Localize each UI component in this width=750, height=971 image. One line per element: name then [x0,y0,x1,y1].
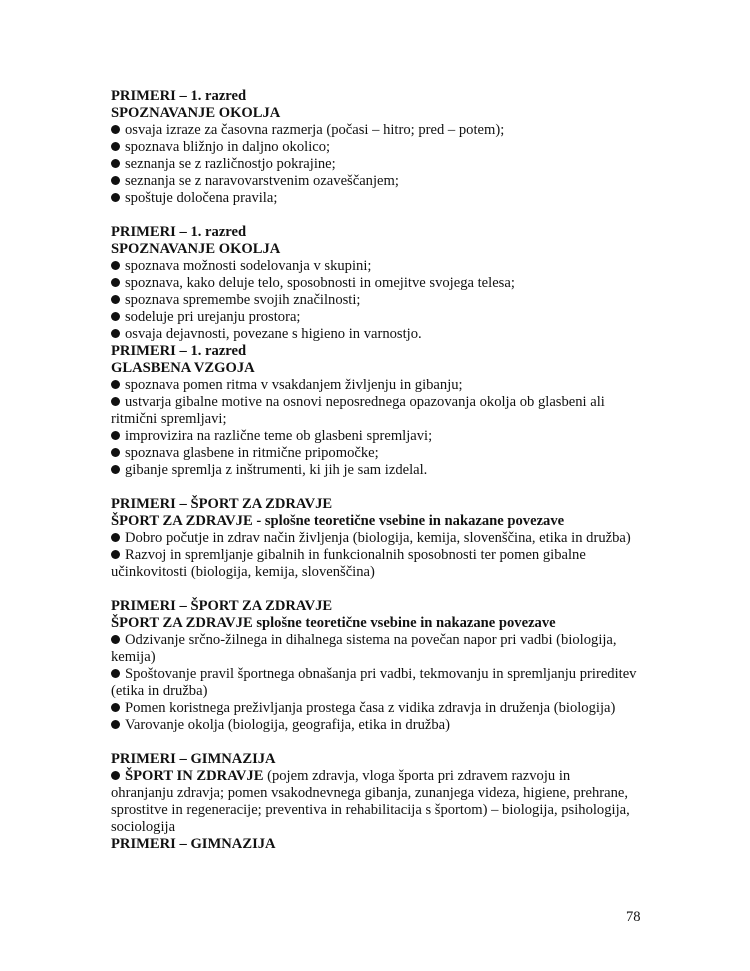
section-subheading: SPOZNAVANJE OKOLJA [111,105,281,121]
list-item: Razvoj in spremljanje gibalnih in funkcionalnih sposobnosti ter pomen gibalne [111,547,636,564]
list-item: seznanja se z različnostjo pokrajine; [111,156,636,173]
bullet-icon [111,380,120,389]
list-item: improvizira na različne teme ob glasbeni spremljavi; [111,428,636,445]
bullet-icon [111,193,120,202]
bullet-icon [111,703,120,712]
list-item-continuation: (etika in družba) [111,683,208,699]
section-heading: PRIMERI – 1. razred [111,88,247,104]
bullet-icon [111,550,120,559]
bullet-icon [111,176,120,185]
list-item: Dobro počutje in zdrav način življenja (biologija, kemija, slovenščina, etika in družba) [111,530,636,547]
document-body [111,88,636,853]
bullet-icon [111,533,120,542]
list-item: spoštuje določena pravila; [111,190,636,207]
list-item-continuation: sprostitve in regeneracije; preventiva in rehabilitacija s športom) – biologija, psihologija, [111,802,630,818]
bullet-icon [111,159,120,168]
bullet-icon [111,720,120,729]
section-heading: PRIMERI – ŠPORT ZA ZDRAVJE [111,598,333,614]
section-heading: PRIMERI – GIMNAZIJA [111,751,276,767]
bullet-icon [111,669,120,678]
list-item: spoznava, kako deluje telo, sposobnosti in omejitve svojega telesa; [111,275,636,292]
section-heading: PRIMERI – 1. razred [111,343,247,359]
list-item: spoznava bližnjo in daljno okolico; [111,139,636,156]
bullet-icon [111,261,120,270]
list-item: sodeluje pri urejanju prostora; [111,309,636,326]
list-item: osvaja dejavnosti, povezane s higieno in varnostjo. [111,326,636,343]
list-item: spoznava možnosti sodelovanja v skupini; [111,258,636,275]
list-item-continuation: ohranjanju zdravja; pomen vsakodnevnega gibanja, zunanjega videza, higiene, prehrane, [111,785,629,801]
bullet-icon [111,329,120,338]
bullet-icon [111,635,120,644]
list-item: spoznava pomen ritma v vsakdanjem življenju in gibanju; [111,377,636,394]
bullet-icon [111,397,120,406]
list-item-continuation: ritmični spremljavi; [111,411,227,427]
section-subheading: ŠPORT ZA ZDRAVJE splošne teoretične vsebine in nakazane povezave [111,615,556,631]
list-item-continuation: sociologija [111,819,176,835]
list-item: ŠPORT IN ZDRAVJE (pojem zdravja, vloga športa pri zdravem razvoju in [111,768,636,785]
list-item: seznanja se z naravovarstvenim ozaveščanjem; [111,173,636,190]
section-subheading: GLASBENA VZGOJA [111,360,255,376]
section-heading: PRIMERI – 1. razred [111,224,247,240]
list-item: spoznava spremembe svojih značilnosti; [111,292,636,309]
bullet-icon [111,125,120,134]
section-subheading: SPOZNAVANJE OKOLJA [111,241,281,257]
list-item: osvaja izraze za časovna razmerja (počasi – hitro; pred – potem); [111,122,636,139]
section-heading: PRIMERI – GIMNAZIJA [111,836,276,852]
bullet-icon [111,771,120,780]
list-item: Spoštovanje pravil športnega obnašanja pri vadbi, tekmovanju in spremljanju prireditev [111,666,636,683]
section-heading: PRIMERI – ŠPORT ZA ZDRAVJE [111,496,333,512]
list-item: Pomen koristnega preživljanja prostega časa z vidika zdravja in druženja (biologija) [111,700,636,717]
page-number: 78 [626,909,641,925]
list-item: gibanje spremlja z inštrumenti, ki jih je sam izdelal. [111,462,636,479]
bullet-icon [111,465,120,474]
bullet-icon [111,278,120,287]
list-item: ustvarja gibalne motive na osnovi neposrednega opazovanja okolja ob glasbeni ali [111,394,636,411]
section-subheading: ŠPORT ZA ZDRAVJE - splošne teoretične vsebine in nakazane povezave [111,513,565,529]
list-item-continuation: kemija) [111,649,156,665]
list-item: Varovanje okolja (biologija, geografija, etika in družba) [111,717,636,734]
list-item: spoznava glasbene in ritmične pripomočke; [111,445,636,462]
bullet-icon [111,448,120,457]
list-item-continuation: učinkovitosti (biologija, kemija, slovenščina) [111,564,375,580]
bullet-icon [111,142,120,151]
list-item: Odzivanje srčno-žilnega in dihalnega sistema na povečan napor pri vadbi (biologija, [111,632,636,649]
bullet-icon [111,295,120,304]
bullet-icon [111,431,120,440]
bullet-icon [111,312,120,321]
